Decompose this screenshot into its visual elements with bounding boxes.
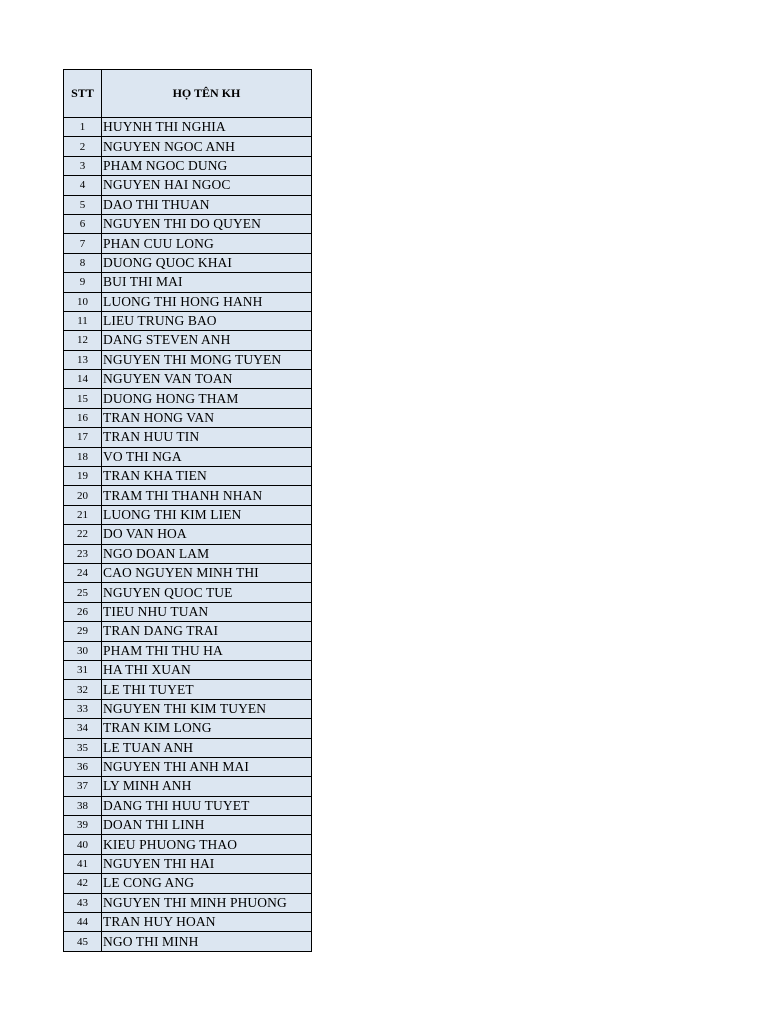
row-number-cell: 13 — [64, 350, 102, 369]
table-row — [64, 350, 312, 369]
table-row — [64, 447, 312, 466]
customer-table — [63, 69, 312, 952]
row-number-cell: 30 — [64, 641, 102, 660]
table-row — [64, 932, 312, 951]
table-row — [64, 583, 312, 602]
row-number-cell: 19 — [64, 467, 102, 486]
customer-name-cell: NGUYEN THI MONG TUYEN — [102, 350, 312, 369]
table-row — [64, 428, 312, 447]
customer-name-cell: TRAN KHA TIEN — [102, 467, 312, 486]
row-number-cell: 40 — [64, 835, 102, 854]
table-row — [64, 253, 312, 272]
row-number-cell: 7 — [64, 234, 102, 253]
row-number-cell: 43 — [64, 893, 102, 912]
row-number-cell: 2 — [64, 137, 102, 156]
table-row — [64, 563, 312, 582]
row-number-cell: 11 — [64, 311, 102, 330]
table-row — [64, 757, 312, 776]
row-number-cell: 36 — [64, 757, 102, 776]
table-row — [64, 195, 312, 214]
customer-name-cell: TRAM THI THANH NHAN — [102, 486, 312, 505]
row-number-cell: 29 — [64, 622, 102, 641]
table-row — [64, 641, 312, 660]
row-number-cell: 33 — [64, 699, 102, 718]
customer-name-cell: BUI THI MAI — [102, 273, 312, 292]
table-row — [64, 816, 312, 835]
table-row — [64, 311, 312, 330]
table-row — [64, 835, 312, 854]
row-number-cell: 6 — [64, 214, 102, 233]
customer-name-cell: DANG THI HUU TUYET — [102, 796, 312, 815]
table-row — [64, 874, 312, 893]
table-row — [64, 137, 312, 156]
table-row — [64, 486, 312, 505]
table-row — [64, 118, 312, 137]
customer-name-cell: TRAN HONG VAN — [102, 408, 312, 427]
table-row — [64, 370, 312, 389]
row-number-cell: 24 — [64, 563, 102, 582]
customer-name-cell: LE THI TUYET — [102, 680, 312, 699]
row-number-cell: 22 — [64, 525, 102, 544]
row-number-cell: 8 — [64, 253, 102, 272]
customer-name-cell: PHAM THI THU HA — [102, 641, 312, 660]
customer-name-cell: NGUYEN THI HAI — [102, 854, 312, 873]
row-number-cell: 31 — [64, 660, 102, 679]
customer-name-cell: TRAN HUU TIN — [102, 428, 312, 447]
table-body — [64, 118, 312, 952]
row-number-cell: 15 — [64, 389, 102, 408]
row-number-cell: 38 — [64, 796, 102, 815]
table-row — [64, 156, 312, 175]
row-number-cell: 21 — [64, 505, 102, 524]
customer-name-cell: NGUYEN NGOC ANH — [102, 137, 312, 156]
table-row — [64, 699, 312, 718]
table-row — [64, 854, 312, 873]
row-number-cell: 45 — [64, 932, 102, 951]
row-number-cell: 14 — [64, 370, 102, 389]
header-row — [64, 70, 312, 118]
table-row — [64, 777, 312, 796]
table-row — [64, 292, 312, 311]
table-row — [64, 505, 312, 524]
customer-name-cell: TRAN KIM LONG — [102, 719, 312, 738]
customer-name-cell: TRAN DANG TRAI — [102, 622, 312, 641]
row-number-cell: 26 — [64, 602, 102, 621]
customer-name-cell: HA THI XUAN — [102, 660, 312, 679]
customer-name-cell: DUONG HONG THAM — [102, 389, 312, 408]
table-row — [64, 680, 312, 699]
customer-name-cell: LUONG THI HONG HANH — [102, 292, 312, 311]
row-number-cell: 42 — [64, 874, 102, 893]
customer-name-cell: KIEU PHUONG THAO — [102, 835, 312, 854]
table-row — [64, 176, 312, 195]
row-number-cell: 5 — [64, 195, 102, 214]
row-number-cell: 17 — [64, 428, 102, 447]
table-row — [64, 234, 312, 253]
column-header-name: HỌ TÊN KH — [102, 70, 312, 118]
row-number-cell: 44 — [64, 913, 102, 932]
customer-name-cell: NGUYEN THI DO QUYEN — [102, 214, 312, 233]
customer-name-cell: DOAN THI LINH — [102, 816, 312, 835]
customer-name-cell: TIEU NHU TUAN — [102, 602, 312, 621]
table-row — [64, 389, 312, 408]
customer-name-cell: NGUYEN QUOC TUE — [102, 583, 312, 602]
row-number-cell: 1 — [64, 118, 102, 137]
table-row — [64, 467, 312, 486]
table-row — [64, 214, 312, 233]
customer-name-cell: PHAM NGOC DUNG — [102, 156, 312, 175]
table-row — [64, 893, 312, 912]
row-number-cell: 9 — [64, 273, 102, 292]
table-row — [64, 660, 312, 679]
customer-name-cell: DANG STEVEN ANH — [102, 331, 312, 350]
row-number-cell: 16 — [64, 408, 102, 427]
customer-name-cell: DUONG QUOC KHAI — [102, 253, 312, 272]
customer-name-cell: HUYNH THI NGHIA — [102, 118, 312, 137]
customer-name-cell: LIEU TRUNG BAO — [102, 311, 312, 330]
table-row — [64, 796, 312, 815]
customer-name-cell: DO VAN HOA — [102, 525, 312, 544]
customer-name-cell: DAO THI THUAN — [102, 195, 312, 214]
customer-name-cell: NGO DOAN LAM — [102, 544, 312, 563]
row-number-cell: 39 — [64, 816, 102, 835]
table-header — [64, 70, 312, 118]
customer-name-cell: LY MINH ANH — [102, 777, 312, 796]
customer-name-cell: NGUYEN THI ANH MAI — [102, 757, 312, 776]
column-header-stt: STT — [64, 70, 102, 118]
table-row — [64, 602, 312, 621]
customer-name-cell: LE TUAN ANH — [102, 738, 312, 757]
customer-name-cell: PHAN CUU LONG — [102, 234, 312, 253]
row-number-cell: 35 — [64, 738, 102, 757]
row-number-cell: 12 — [64, 331, 102, 350]
row-number-cell: 23 — [64, 544, 102, 563]
table-row — [64, 408, 312, 427]
customer-list-sheet — [63, 69, 311, 952]
table-row — [64, 719, 312, 738]
row-number-cell: 32 — [64, 680, 102, 699]
customer-name-cell: NGO THI MINH — [102, 932, 312, 951]
row-number-cell: 3 — [64, 156, 102, 175]
customer-name-cell: LUONG THI KIM LIEN — [102, 505, 312, 524]
row-number-cell: 4 — [64, 176, 102, 195]
row-number-cell: 37 — [64, 777, 102, 796]
customer-name-cell: VO THI NGA — [102, 447, 312, 466]
customer-name-cell: NGUYEN HAI NGOC — [102, 176, 312, 195]
row-number-cell: 34 — [64, 719, 102, 738]
table-row — [64, 622, 312, 641]
row-number-cell: 41 — [64, 854, 102, 873]
customer-name-cell: CAO NGUYEN MINH THI — [102, 563, 312, 582]
row-number-cell: 10 — [64, 292, 102, 311]
table-row — [64, 273, 312, 292]
table-row — [64, 331, 312, 350]
table-row — [64, 544, 312, 563]
table-row — [64, 525, 312, 544]
row-number-cell: 18 — [64, 447, 102, 466]
row-number-cell: 20 — [64, 486, 102, 505]
table-row — [64, 738, 312, 757]
customer-name-cell: TRAN HUY HOAN — [102, 913, 312, 932]
table-row — [64, 913, 312, 932]
row-number-cell: 25 — [64, 583, 102, 602]
customer-name-cell: NGUYEN VAN TOAN — [102, 370, 312, 389]
customer-name-cell: NGUYEN THI KIM TUYEN — [102, 699, 312, 718]
customer-name-cell: LE CONG ANG — [102, 874, 312, 893]
customer-name-cell: NGUYEN THI MINH PHUONG — [102, 893, 312, 912]
